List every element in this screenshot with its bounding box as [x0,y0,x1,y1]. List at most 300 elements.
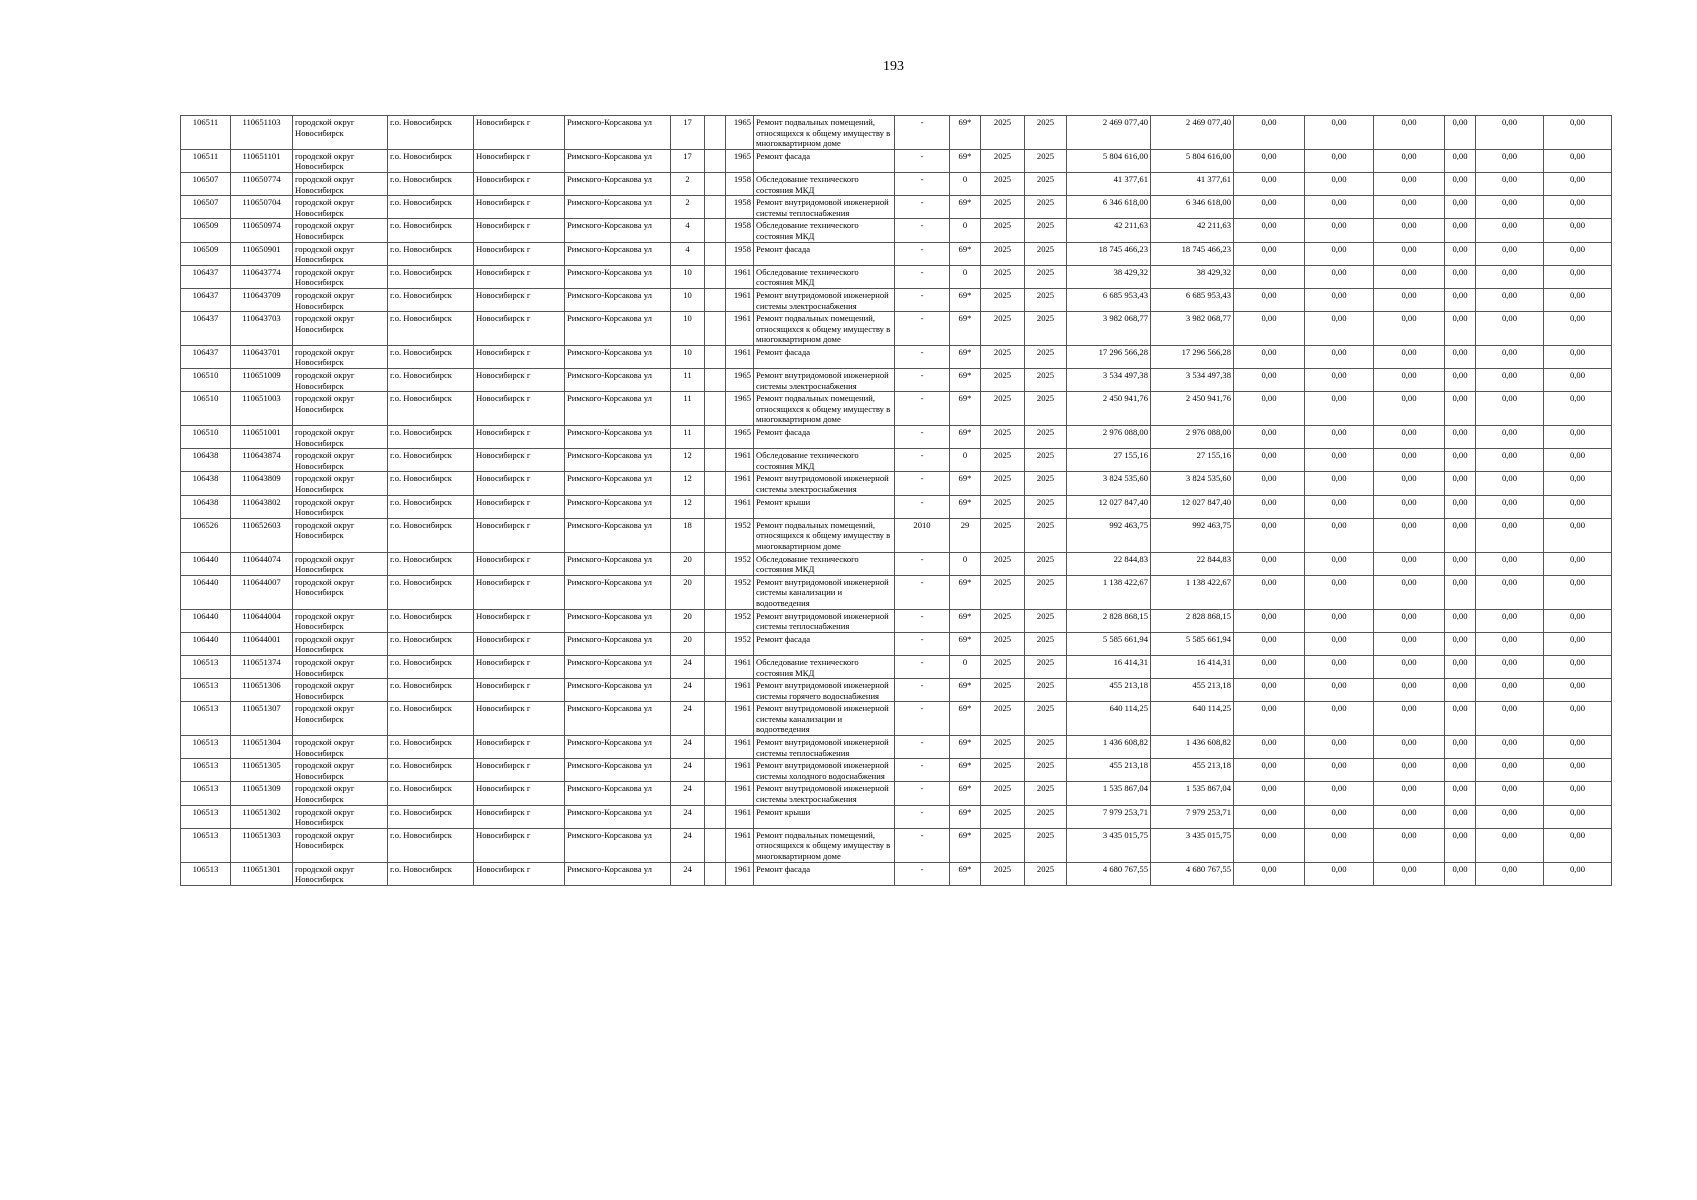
cell-municipal-district: г.о. Новосибирск [388,172,474,195]
table-row [181,219,1612,242]
cell-owners-share: 0,00 [1445,552,1476,575]
cell-build-year: 1965 [726,426,754,449]
cell-budget-regional: 0,00 [1305,345,1374,368]
cell-last-repair-year: - [895,369,950,392]
table-row [181,518,1612,552]
cell-wear-percent: 69* [950,632,981,655]
cell-budget-federal: 0,00 [1234,609,1305,632]
cell-reserve: 0,00 [1544,392,1612,426]
cell-last-repair-year: - [895,149,950,172]
cell-last-repair-year: - [895,242,950,265]
cell-work-id: 110643703 [231,312,293,346]
cell-house-number: 24 [671,679,705,702]
cell-object-id: 106437 [181,312,231,346]
cell-budget-local: 0,00 [1374,392,1445,426]
cell-other-sources: 0,00 [1476,426,1544,449]
cell-municipality: городской округ Новосибирск [293,426,388,449]
cell-reserve: 0,00 [1544,828,1612,862]
cell-year-end: 2025 [1025,782,1067,805]
cell-fund-cost: 5 804 616,00 [1151,149,1234,172]
cell-year-start: 2025 [981,312,1025,346]
cell-total-cost: 17 296 566,28 [1067,345,1151,368]
cell-object-id: 106437 [181,288,231,311]
cell-work-type: Ремонт внутридомовой инженерной системы канализации и водоотведения [754,702,895,736]
cell-owners-share: 0,00 [1445,655,1476,678]
cell-object-id: 106438 [181,495,231,518]
cell-last-repair-year: - [895,449,950,472]
cell-budget-local: 0,00 [1374,828,1445,862]
cell-year-end: 2025 [1025,242,1067,265]
cell-street: Римского-Корсакова ул [565,759,671,782]
cell-settlement: Новосибирск г [474,116,565,150]
cell-street: Римского-Корсакова ул [565,219,671,242]
cell-year-start: 2025 [981,172,1025,195]
cell-reserve: 0,00 [1544,426,1612,449]
cell-budget-federal: 0,00 [1234,575,1305,609]
cell-other-sources: 0,00 [1476,782,1544,805]
cell-budget-regional: 0,00 [1305,828,1374,862]
cell-house-number: 20 [671,575,705,609]
cell-year-start: 2025 [981,702,1025,736]
cell-fund-cost: 1 436 608,82 [1151,736,1234,759]
cell-work-id: 110644074 [231,552,293,575]
cell-build-year: 1965 [726,149,754,172]
cell-settlement: Новосибирск г [474,679,565,702]
cell-municipality: городской округ Новосибирск [293,609,388,632]
cell-wear-percent: 0 [950,552,981,575]
cell-municipal-district: г.о. Новосибирск [388,369,474,392]
cell-year-end: 2025 [1025,805,1067,828]
cell-wear-percent: 69* [950,575,981,609]
cell-municipality: городской округ Новосибирск [293,392,388,426]
cell-total-cost: 3 824 535,60 [1067,472,1151,495]
cell-reserve: 0,00 [1544,449,1612,472]
cell-budget-local: 0,00 [1374,655,1445,678]
cell-municipality: городской округ Новосибирск [293,369,388,392]
cell-budget-federal: 0,00 [1234,495,1305,518]
cell-street: Римского-Корсакова ул [565,116,671,150]
cell-budget-regional: 0,00 [1305,172,1374,195]
cell-wear-percent: 69* [950,196,981,219]
cell-house-number: 24 [671,655,705,678]
cell-object-id: 106440 [181,609,231,632]
cell-reserve: 0,00 [1544,495,1612,518]
cell-work-type: Ремонт внутридомовой инженерной системы холодного водоснабжения [754,759,895,782]
cell-owners-share: 0,00 [1445,759,1476,782]
cell-reserve: 0,00 [1544,609,1612,632]
cell-year-start: 2025 [981,265,1025,288]
cell-budget-local: 0,00 [1374,552,1445,575]
cell-house-number: 2 [671,172,705,195]
cell-municipality: городской округ Новосибирск [293,805,388,828]
cell-work-id: 110643809 [231,472,293,495]
cell-house-number: 24 [671,702,705,736]
cell-reserve: 0,00 [1544,575,1612,609]
cell-budget-federal: 0,00 [1234,116,1305,150]
cell-year-end: 2025 [1025,116,1067,150]
cell-year-end: 2025 [1025,518,1067,552]
cell-municipality: городской округ Новосибирск [293,449,388,472]
cell-year-start: 2025 [981,552,1025,575]
cell-fund-cost: 992 463,75 [1151,518,1234,552]
cell-budget-federal: 0,00 [1234,196,1305,219]
cell-last-repair-year: - [895,655,950,678]
cell-owners-share: 0,00 [1445,449,1476,472]
table-row [181,288,1612,311]
cell-year-end: 2025 [1025,575,1067,609]
cell-year-start: 2025 [981,369,1025,392]
cell-object-id: 106513 [181,736,231,759]
cell-budget-local: 0,00 [1374,242,1445,265]
cell-last-repair-year: - [895,426,950,449]
cell-owners-share: 0,00 [1445,288,1476,311]
cell-municipality: городской округ Новосибирск [293,149,388,172]
cell-build-year: 1961 [726,345,754,368]
cell-street: Римского-Корсакова ул [565,609,671,632]
cell-other-sources: 0,00 [1476,369,1544,392]
cell-street: Римского-Корсакова ул [565,426,671,449]
cell-fund-cost: 455 213,18 [1151,759,1234,782]
cell-fund-cost: 3 982 068,77 [1151,312,1234,346]
cell-build-year: 1952 [726,518,754,552]
cell-street: Римского-Корсакова ул [565,782,671,805]
cell-settlement: Новосибирск г [474,449,565,472]
cell-municipal-district: г.о. Новосибирск [388,632,474,655]
cell-object-id: 106510 [181,426,231,449]
cell-other-sources: 0,00 [1476,345,1544,368]
cell-house-number: 4 [671,219,705,242]
cell-last-repair-year: - [895,265,950,288]
cell-budget-regional: 0,00 [1305,518,1374,552]
cell-budget-local: 0,00 [1374,369,1445,392]
cell-municipality: городской округ Новосибирск [293,288,388,311]
cell-other-sources: 0,00 [1476,759,1544,782]
cell-work-id: 110650901 [231,242,293,265]
cell-municipality: городской округ Новосибирск [293,782,388,805]
cell-municipal-district: г.о. Новосибирск [388,655,474,678]
cell-reserve: 0,00 [1544,242,1612,265]
cell-last-repair-year: 2010 [895,518,950,552]
cell-work-id: 110651305 [231,759,293,782]
cell-object-id: 106510 [181,369,231,392]
cell-fund-cost: 6 346 618,00 [1151,196,1234,219]
cell-build-year: 1961 [726,472,754,495]
cell-budget-local: 0,00 [1374,679,1445,702]
cell-street: Римского-Корсакова ул [565,632,671,655]
cell-total-cost: 6 346 618,00 [1067,196,1151,219]
cell-budget-regional: 0,00 [1305,196,1374,219]
cell-budget-federal: 0,00 [1234,149,1305,172]
cell-year-end: 2025 [1025,265,1067,288]
cell-owners-share: 0,00 [1445,736,1476,759]
cell-street: Римского-Корсакова ул [565,655,671,678]
cell-year-start: 2025 [981,242,1025,265]
cell-build-year: 1952 [726,552,754,575]
cell-municipality: городской округ Новосибирск [293,196,388,219]
cell-owners-share: 0,00 [1445,495,1476,518]
cell-municipal-district: г.о. Новосибирск [388,736,474,759]
cell-settlement: Новосибирск г [474,805,565,828]
cell-wear-percent: 69* [950,782,981,805]
cell-municipal-district: г.о. Новосибирск [388,345,474,368]
cell-settlement: Новосибирск г [474,782,565,805]
cell-total-cost: 6 685 953,43 [1067,288,1151,311]
cell-municipality: городской округ Новосибирск [293,632,388,655]
cell-municipal-district: г.о. Новосибирск [388,392,474,426]
cell-other-sources: 0,00 [1476,655,1544,678]
cell-build-year: 1961 [726,736,754,759]
cell-reserve: 0,00 [1544,805,1612,828]
cell-wear-percent: 69* [950,288,981,311]
cell-wear-percent: 69* [950,805,981,828]
cell-reserve: 0,00 [1544,782,1612,805]
cell-reserve: 0,00 [1544,345,1612,368]
cell-object-id: 106440 [181,552,231,575]
cell-budget-regional: 0,00 [1305,242,1374,265]
cell-corpus [705,782,726,805]
cell-corpus [705,805,726,828]
cell-work-id: 110651003 [231,392,293,426]
cell-municipality: городской округ Новосибирск [293,828,388,862]
cell-year-start: 2025 [981,609,1025,632]
table-row [181,196,1612,219]
cell-municipal-district: г.о. Новосибирск [388,219,474,242]
cell-fund-cost: 7 979 253,71 [1151,805,1234,828]
table-row [181,552,1612,575]
cell-reserve: 0,00 [1544,736,1612,759]
cell-work-id: 110643874 [231,449,293,472]
cell-corpus [705,242,726,265]
cell-total-cost: 16 414,31 [1067,655,1151,678]
cell-wear-percent: 69* [950,392,981,426]
cell-object-id: 106507 [181,196,231,219]
cell-build-year: 1961 [726,449,754,472]
cell-budget-federal: 0,00 [1234,472,1305,495]
cell-corpus [705,862,726,885]
cell-fund-cost: 3 534 497,38 [1151,369,1234,392]
cell-year-end: 2025 [1025,288,1067,311]
cell-budget-federal: 0,00 [1234,828,1305,862]
cell-wear-percent: 69* [950,242,981,265]
cell-build-year: 1961 [726,782,754,805]
cell-total-cost: 455 213,18 [1067,759,1151,782]
cell-budget-regional: 0,00 [1305,702,1374,736]
cell-work-id: 110651103 [231,116,293,150]
cell-corpus [705,575,726,609]
cell-house-number: 24 [671,862,705,885]
cell-budget-federal: 0,00 [1234,242,1305,265]
cell-house-number: 10 [671,345,705,368]
cell-budget-federal: 0,00 [1234,288,1305,311]
cell-work-type: Ремонт фасада [754,242,895,265]
cell-wear-percent: 69* [950,149,981,172]
cell-owners-share: 0,00 [1445,828,1476,862]
cell-wear-percent: 69* [950,828,981,862]
cell-municipal-district: г.о. Новосибирск [388,196,474,219]
cell-corpus [705,288,726,311]
cell-house-number: 18 [671,518,705,552]
cell-fund-cost: 22 844,83 [1151,552,1234,575]
cell-municipality: городской округ Новосибирск [293,862,388,885]
cell-total-cost: 1 138 422,67 [1067,575,1151,609]
cell-work-id: 110651309 [231,782,293,805]
cell-corpus [705,632,726,655]
cell-budget-federal: 0,00 [1234,172,1305,195]
cell-owners-share: 0,00 [1445,242,1476,265]
cell-budget-federal: 0,00 [1234,312,1305,346]
cell-municipality: городской округ Новосибирск [293,345,388,368]
cell-year-end: 2025 [1025,219,1067,242]
cell-work-id: 110643701 [231,345,293,368]
cell-municipal-district: г.о. Новосибирск [388,288,474,311]
table-row [181,575,1612,609]
cell-house-number: 11 [671,392,705,426]
cell-budget-federal: 0,00 [1234,679,1305,702]
cell-other-sources: 0,00 [1476,609,1544,632]
cell-street: Римского-Корсакова ул [565,736,671,759]
cell-fund-cost: 38 429,32 [1151,265,1234,288]
cell-budget-regional: 0,00 [1305,472,1374,495]
cell-budget-regional: 0,00 [1305,632,1374,655]
cell-year-end: 2025 [1025,449,1067,472]
cell-house-number: 17 [671,116,705,150]
cell-budget-regional: 0,00 [1305,265,1374,288]
cell-wear-percent: 69* [950,679,981,702]
cell-reserve: 0,00 [1544,288,1612,311]
cell-budget-federal: 0,00 [1234,426,1305,449]
cell-budget-regional: 0,00 [1305,609,1374,632]
cell-work-id: 110651307 [231,702,293,736]
cell-total-cost: 455 213,18 [1067,679,1151,702]
cell-house-number: 24 [671,805,705,828]
cell-build-year: 1961 [726,679,754,702]
cell-other-sources: 0,00 [1476,805,1544,828]
cell-street: Римского-Корсакова ул [565,369,671,392]
cell-work-type: Ремонт подвальных помещений, относящихся к общему имуществу в многоквартирном доме [754,518,895,552]
cell-wear-percent: 0 [950,265,981,288]
cell-reserve: 0,00 [1544,312,1612,346]
cell-municipal-district: г.о. Новосибирск [388,575,474,609]
cell-build-year: 1965 [726,392,754,426]
cell-owners-share: 0,00 [1445,392,1476,426]
table-row [181,149,1612,172]
cell-budget-regional: 0,00 [1305,495,1374,518]
cell-corpus [705,149,726,172]
cell-total-cost: 42 211,63 [1067,219,1151,242]
cell-budget-federal: 0,00 [1234,552,1305,575]
table-row [181,312,1612,346]
cell-settlement: Новосибирск г [474,265,565,288]
cell-reserve: 0,00 [1544,679,1612,702]
cell-budget-local: 0,00 [1374,172,1445,195]
cell-budget-local: 0,00 [1374,632,1445,655]
cell-budget-federal: 0,00 [1234,518,1305,552]
cell-corpus [705,518,726,552]
cell-fund-cost: 16 414,31 [1151,655,1234,678]
cell-wear-percent: 69* [950,702,981,736]
cell-budget-local: 0,00 [1374,805,1445,828]
cell-work-type: Ремонт внутридомовой инженерной системы канализации и водоотведения [754,575,895,609]
cell-reserve: 0,00 [1544,219,1612,242]
cell-other-sources: 0,00 [1476,702,1544,736]
cell-other-sources: 0,00 [1476,196,1544,219]
cell-object-id: 106513 [181,828,231,862]
cell-settlement: Новосибирск г [474,632,565,655]
cell-municipal-district: г.о. Новосибирск [388,449,474,472]
cell-budget-regional: 0,00 [1305,449,1374,472]
cell-street: Римского-Корсакова ул [565,805,671,828]
cell-municipal-district: г.о. Новосибирск [388,426,474,449]
cell-last-repair-year: - [895,345,950,368]
cell-house-number: 20 [671,609,705,632]
cell-year-start: 2025 [981,575,1025,609]
cell-build-year: 1965 [726,116,754,150]
cell-object-id: 106511 [181,116,231,150]
cell-other-sources: 0,00 [1476,219,1544,242]
cell-other-sources: 0,00 [1476,449,1544,472]
cell-year-end: 2025 [1025,655,1067,678]
cell-reserve: 0,00 [1544,702,1612,736]
cell-year-start: 2025 [981,828,1025,862]
cell-object-id: 106509 [181,219,231,242]
cell-year-end: 2025 [1025,609,1067,632]
cell-year-start: 2025 [981,426,1025,449]
cell-build-year: 1961 [726,702,754,736]
cell-reserve: 0,00 [1544,116,1612,150]
cell-work-id: 110651303 [231,828,293,862]
cell-last-repair-year: - [895,219,950,242]
cell-year-end: 2025 [1025,862,1067,885]
cell-work-id: 110644001 [231,632,293,655]
cell-total-cost: 2 469 077,40 [1067,116,1151,150]
cell-wear-percent: 69* [950,862,981,885]
cell-other-sources: 0,00 [1476,575,1544,609]
cell-settlement: Новосибирск г [474,392,565,426]
cell-year-end: 2025 [1025,172,1067,195]
cell-work-type: Обследование технического состояния МКД [754,552,895,575]
cell-work-type: Ремонт внутридомовой инженерной системы электроснабжения [754,288,895,311]
cell-other-sources: 0,00 [1476,632,1544,655]
cell-budget-regional: 0,00 [1305,369,1374,392]
cell-owners-share: 0,00 [1445,196,1476,219]
cell-municipal-district: г.о. Новосибирск [388,472,474,495]
cell-total-cost: 3 982 068,77 [1067,312,1151,346]
cell-municipality: городской округ Новосибирск [293,759,388,782]
cell-house-number: 20 [671,632,705,655]
cell-settlement: Новосибирск г [474,345,565,368]
cell-municipal-district: г.о. Новосибирск [388,149,474,172]
cell-house-number: 11 [671,369,705,392]
cell-municipal-district: г.о. Новосибирск [388,759,474,782]
cell-total-cost: 992 463,75 [1067,518,1151,552]
cell-budget-local: 0,00 [1374,426,1445,449]
cell-budget-local: 0,00 [1374,345,1445,368]
cell-work-id: 110643802 [231,495,293,518]
cell-budget-local: 0,00 [1374,149,1445,172]
cell-budget-federal: 0,00 [1234,862,1305,885]
cell-budget-local: 0,00 [1374,495,1445,518]
cell-year-end: 2025 [1025,149,1067,172]
cell-settlement: Новосибирск г [474,828,565,862]
cell-owners-share: 0,00 [1445,369,1476,392]
cell-last-repair-year: - [895,288,950,311]
cell-street: Римского-Корсакова ул [565,196,671,219]
cell-settlement: Новосибирск г [474,426,565,449]
cell-budget-local: 0,00 [1374,449,1445,472]
cell-build-year: 1961 [726,655,754,678]
cell-budget-federal: 0,00 [1234,369,1305,392]
cell-object-id: 106510 [181,392,231,426]
